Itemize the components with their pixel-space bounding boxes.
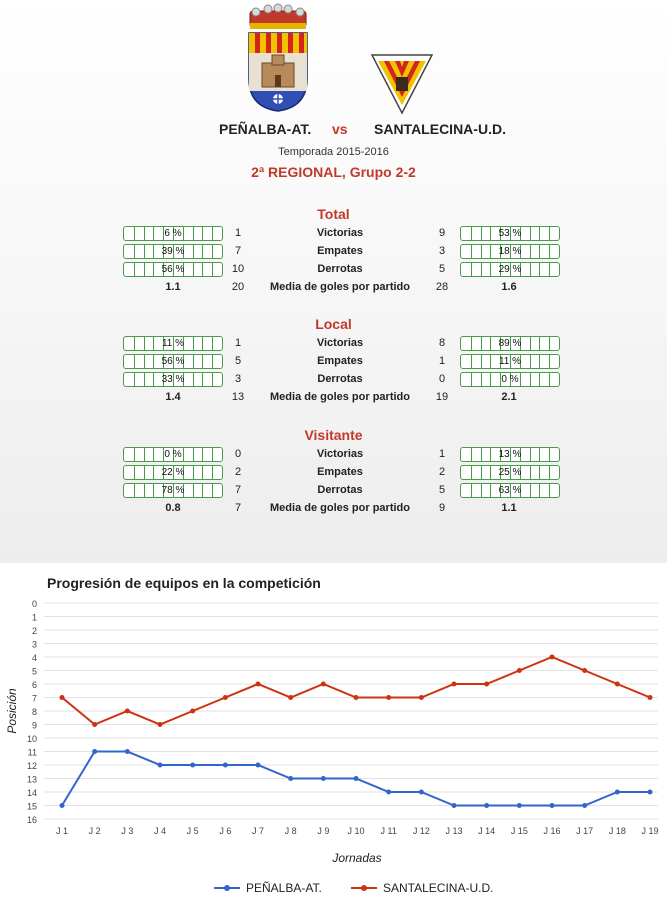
data-point [386,695,391,700]
home-percentage: 6 % [164,228,182,239]
home-goal-total: 20 [231,281,245,293]
y-tick-label: 3 [31,639,37,650]
data-point [419,790,424,795]
data-point [125,709,130,714]
x-tick-label: J 16 [543,826,561,836]
stat-label: Victorias [316,448,364,460]
data-point [190,709,195,714]
home-goal-average: 0.8 [165,502,181,514]
home-count: 10 [231,263,245,275]
data-point [484,803,489,808]
home-percentage-bar [123,483,223,498]
x-tick-label: J 19 [641,826,659,836]
data-point [582,668,587,673]
home-percentage: 22 % [161,467,185,478]
away-percentage: 18 % [498,246,522,257]
home-percentage-bar [123,226,223,241]
vs-label: vs [332,121,348,137]
legend-marker [361,885,367,891]
away-count: 0 [438,373,446,385]
y-tick-label: 2 [31,626,37,636]
away-percentage-bar [460,465,560,480]
away-percentage: 89 % [498,338,522,349]
away-count: 5 [438,484,446,496]
data-point [256,682,261,687]
x-tick-label: J 3 [121,826,134,836]
away-team-crest [370,53,434,115]
home-percentage-bar [123,262,223,277]
away-count: 1 [438,355,446,367]
stats-row-empates [0,465,667,481]
away-percentage-bar [460,262,560,277]
stat-label: Victorias [316,337,364,349]
away-count: 9 [438,227,446,239]
legend-marker [224,885,230,891]
away-percentage-bar [460,336,560,351]
away-goal-total: 28 [435,281,449,293]
data-point [648,790,653,795]
home-goal-average: 1.1 [165,281,181,293]
data-point [92,722,97,727]
x-tick-label: J 13 [445,826,463,836]
y-tick-label: 16 [26,815,37,825]
stat-label: Empates [317,355,363,367]
x-tick-label: J 8 [284,826,297,836]
home-count: 1 [234,227,242,239]
stats-row-derrotas [0,483,667,499]
data-point [321,776,326,781]
away-percentage-bar [460,447,560,462]
home-percentage-bar [123,372,223,387]
x-tick-label: J 4 [153,826,167,836]
home-percentage-bar [123,447,223,462]
away-goal-total: 19 [435,391,449,403]
stats-row-derrotas [0,372,667,388]
away-percentage-bar [460,244,560,259]
data-point [354,776,359,781]
data-point [60,695,65,700]
stat-label: Empates [317,245,363,257]
away-percentage-bar [460,354,560,369]
y-tick-label: 5 [31,666,37,677]
x-tick-label: J 5 [186,826,199,836]
goals-label: Media de goles por partido [270,391,410,403]
stats-row-victorias [0,336,667,352]
home-percentage: 56 % [161,264,185,275]
goals-label: Media de goles por partido [270,281,410,293]
y-tick-label: 9 [31,720,37,731]
legend-label: PEÑALBA-AT. [246,881,322,895]
data-point [256,763,261,768]
data-point [648,695,653,700]
x-tick-label: J 17 [576,826,594,836]
stats-row-victorias [0,447,667,463]
home-percentage: 11 % [161,338,185,349]
home-percentage: 78 % [161,485,185,496]
away-goal-average: 2.1 [501,391,517,403]
y-tick-label: 0 [31,599,37,609]
stat-label: Derrotas [317,484,363,496]
competition-title: 2ª REGIONAL, Grupo 2-2 [251,164,416,180]
x-tick-label: J 9 [317,826,330,836]
away-percentage-bar [460,226,560,241]
x-tick-label: J 7 [251,826,265,836]
away-count: 2 [438,466,446,478]
x-tick-label: J 12 [412,826,430,836]
y-axis-label: Posición [5,688,19,734]
stat-label: Empates [317,466,363,478]
away-count: 1 [438,448,446,460]
goals-average-row [0,501,667,517]
y-tick-label: 4 [31,653,37,663]
home-goal-average: 1.4 [165,391,181,403]
home-goal-total: 7 [234,502,242,514]
home-percentage: 33 % [161,374,185,385]
x-tick-label: J 14 [478,826,496,836]
away-percentage: 53 % [498,228,522,239]
data-point [419,695,424,700]
home-count: 1 [234,337,242,349]
data-point [452,682,457,687]
position-progression-chart [0,563,667,900]
stats-row-derrotas [0,262,667,278]
x-tick-label: J 18 [608,826,626,836]
data-point [158,722,163,727]
y-tick-label: 14 [26,788,37,798]
stat-label: Derrotas [317,263,363,275]
season-label: Temporada 2015-2016 [278,146,389,158]
y-tick-label: 13 [26,774,37,785]
data-point [60,803,65,808]
home-percentage: 39 % [161,246,185,257]
data-point [386,790,391,795]
data-point [223,763,228,768]
data-point [615,790,620,795]
home-percentage-bar [123,354,223,369]
data-point [517,803,522,808]
x-tick-label: J 15 [510,826,528,836]
goals-label: Media de goles por partido [270,502,410,514]
away-count: 5 [438,263,446,275]
x-tick-label: J 6 [219,826,232,836]
y-tick-label: 15 [26,801,37,812]
away-percentage-bar [460,483,560,498]
x-tick-label: J 10 [347,826,365,836]
stat-label: Derrotas [317,373,363,385]
data-point [288,695,293,700]
home-count: 7 [234,245,242,257]
data-point [288,776,293,781]
y-tick-label: 8 [31,707,37,717]
stats-row-empates [0,354,667,370]
home-percentage-bar [123,244,223,259]
away-percentage: 29 % [498,264,522,275]
section-title: Local [315,316,352,332]
away-count: 3 [438,245,446,257]
data-point [550,655,555,660]
data-point [125,749,130,754]
away-goal-average: 1.6 [501,281,517,293]
goals-average-row [0,280,667,296]
away-percentage: 0 % [501,374,519,385]
away-goal-total: 9 [438,502,446,514]
home-team-crest [246,3,310,113]
away-percentage: 13 % [498,449,522,460]
data-point [92,749,97,754]
away-percentage: 25 % [498,467,522,478]
data-point [223,695,228,700]
x-tick-label: J 1 [55,826,69,836]
chart-title: Progresión de equipos en la competición [47,575,321,591]
legend-label: SANTALECINA-U.D. [383,881,494,895]
away-percentage: 11 % [498,356,522,367]
data-point [517,668,522,673]
y-tick-label: 7 [31,693,37,704]
y-tick-label: 11 [27,747,37,758]
home-count: 3 [234,373,242,385]
y-tick-label: 10 [26,734,37,744]
away-percentage-bar [460,372,560,387]
home-goal-total: 13 [231,391,245,403]
data-point [550,803,555,808]
home-team-name: PEÑALBA-AT. [219,121,312,137]
home-count: 0 [234,448,242,460]
y-tick-label: 6 [31,680,37,690]
away-count: 8 [438,337,446,349]
data-point [615,682,620,687]
home-percentage-bar [123,336,223,351]
stats-row-empates [0,244,667,260]
section-title: Total [317,206,350,222]
x-tick-label: J 2 [88,826,101,836]
home-count: 2 [234,466,242,478]
series-line-1 [62,657,650,725]
x-tick-label: J 11 [380,826,397,836]
goals-average-row [0,390,667,406]
away-goal-average: 1.1 [501,502,517,514]
home-count: 7 [234,484,242,496]
home-percentage-bar [123,465,223,480]
x-axis-label: Jornadas [332,851,382,865]
stats-row-victorias [0,226,667,242]
y-tick-label: 12 [26,761,37,771]
data-point [452,803,457,808]
data-point [582,803,587,808]
data-point [321,682,326,687]
home-percentage: 0 % [164,449,182,460]
data-point [484,682,489,687]
data-point [158,763,163,768]
data-point [190,763,195,768]
stat-label: Victorias [316,227,364,239]
y-tick-label: 1 [31,612,37,623]
away-percentage: 63 % [498,485,522,496]
home-percentage: 56 % [161,356,185,367]
away-team-name: SANTALECINA-U.D. [374,121,506,137]
home-count: 5 [234,355,242,367]
section-title: Visitante [304,427,363,443]
data-point [354,695,359,700]
